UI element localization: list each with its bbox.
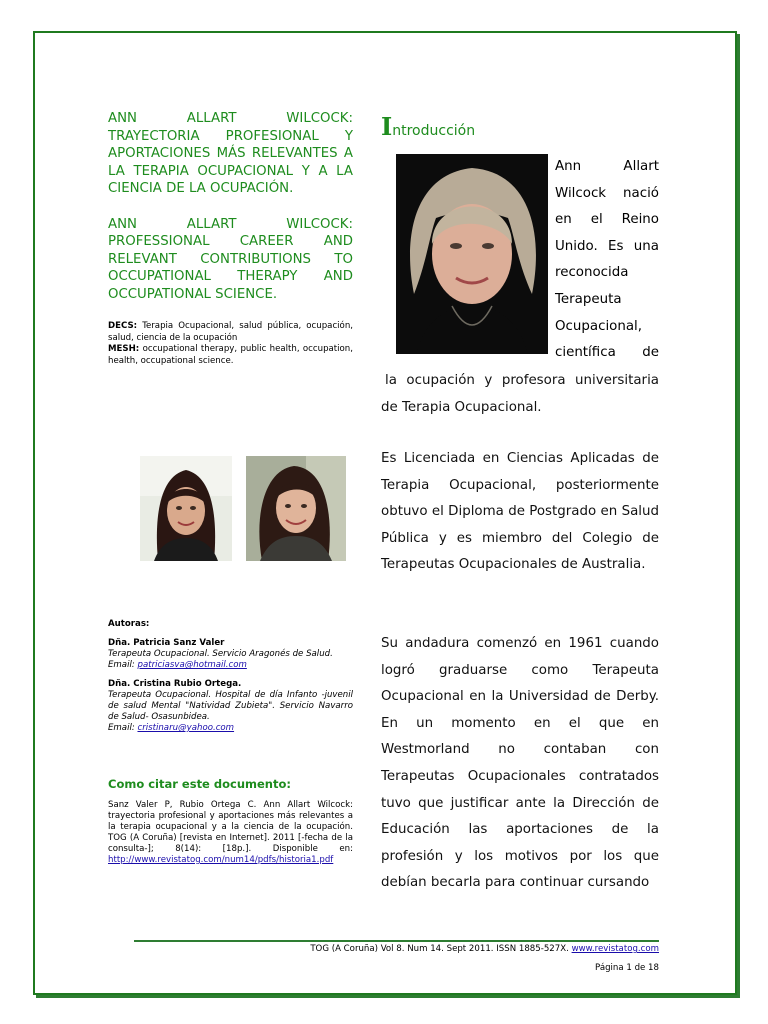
- wrap-text: [555, 154, 659, 367]
- author-1-email-link[interactable]: patriciasva@hotmail.com: [137, 660, 247, 670]
- author-2-email-link[interactable]: cristinaru@yahoo.com: [137, 723, 235, 733]
- cite-heading: Como citar este documento:: [108, 777, 291, 791]
- mesh-terms: occupational therapy, public health, occupation, health, occupational science.: [108, 344, 353, 366]
- left-column: [108, 110, 353, 367]
- portrait-photo: [396, 154, 548, 354]
- cite-block: [108, 800, 353, 866]
- wrap-line: Unido. Es una: [555, 238, 659, 254]
- title-spanish: ANN ALLART WILCOCK: TRAYECTORIA PROFESIONAL Y APORTACIONES MÁS RELEVANTES A LA TERAPIA OCUPACIONAL Y A LA CIENCIA DE LA OCUPACIÓN.: [108, 111, 353, 196]
- wrap-line: Ann Allart: [555, 159, 659, 174]
- wrap-line: científica de: [555, 345, 659, 361]
- page-number: Página 1 de 18: [595, 963, 659, 973]
- author-2-email-label: Email:: [108, 723, 135, 733]
- authors-block: [108, 619, 353, 734]
- paragraph-1: la ocupación y profesora universitaria de Terapia Ocupacional.: [381, 373, 659, 415]
- author-photo-1: [140, 456, 232, 561]
- decs-terms: Terapia Ocupacional, salud pública, ocupación, salud, ciencia de la ocupación: [108, 321, 353, 343]
- heading-rest: ntroducción: [392, 123, 476, 139]
- drop-cap: I: [381, 112, 393, 141]
- footer-rule: [134, 940, 659, 942]
- decs-label: DECS:: [108, 321, 138, 331]
- cite-text: Sanz Valer P, Rubio Ortega C. Ann Allart Wilcock: trayectoria profesional y aportaciones más relevantes a la terapia ocupacional y a la ciencia de la ocupación. TOG (A Coruña) [revista en Internet]. 2011 [-fecha de la consulta-]; 8(14): [18p.]. Disponible en:: [108, 800, 353, 854]
- wrap-line: Ocupacional,: [555, 318, 643, 334]
- author-1-affiliation: Terapeuta Ocupacional. Servicio Aragonés de Salud.: [108, 649, 333, 659]
- title-english: ANN ALLART WILCOCK: PROFESSIONAL CAREER AND RELEVANT CONTRIBUTIONS TO OCCUPATIONAL THERAPY AND OCCUPATIONAL SCIENCE.: [108, 216, 353, 302]
- author-1-email-label: Email:: [108, 660, 135, 670]
- author-2-affiliation: Terapeuta Ocupacional. Hospital de día Infanto -juvenil de salud Mental "Natividad Zubieta". Servicio Navarro de Salud- Osasunbidea.: [108, 690, 353, 722]
- author-photo-2: [246, 456, 346, 561]
- cite-link[interactable]: http://www.revistatog.com/num14/pdfs/historia1.pdf: [108, 855, 334, 865]
- paragraph-2: Es Licenciada en Ciencias Aplicadas de Terapia Ocupacional, posteriormente obtuvo el Diploma de Postgrado en Salud Pública y es miembro del Colegio de Terapeutas Ocupacionales de Australia.: [381, 451, 659, 573]
- author-2-name: Dña. Cristina Rubio Ortega.: [108, 679, 242, 689]
- wrap-line: reconocida: [555, 265, 629, 281]
- footer-citation: [310, 944, 659, 954]
- footer-link[interactable]: www.revistatog.com: [571, 944, 659, 954]
- keywords: [108, 321, 353, 367]
- wrap-line: Terapeuta: [555, 291, 622, 307]
- author-1-name: Dña. Patricia Sanz Valer: [108, 638, 225, 648]
- footer-text: TOG (A Coruña) Vol 8. Num 14. Sept 2011. ISSN 1885-527X.: [310, 944, 569, 954]
- section-heading-introduccion: [381, 112, 475, 141]
- mesh-label: MESH:: [108, 344, 140, 354]
- authors-heading: Autoras:: [108, 619, 150, 629]
- wrap-line: Wilcock nació: [555, 185, 659, 201]
- paragraph-3: Su andadura comenzó en 1961 cuando logró graduarse como Terapeuta Ocupacional en la Universidad de Derby. En un momento en el que en Westmorland no contaban con Terapeutas Ocupacionales contratados tuvo que justificar ante la Dirección de Educación las aportaciones de la profesión y los motivos por los que debían becarla para continuar cursando: [381, 636, 659, 891]
- wrap-line: en el Reino: [555, 212, 659, 228]
